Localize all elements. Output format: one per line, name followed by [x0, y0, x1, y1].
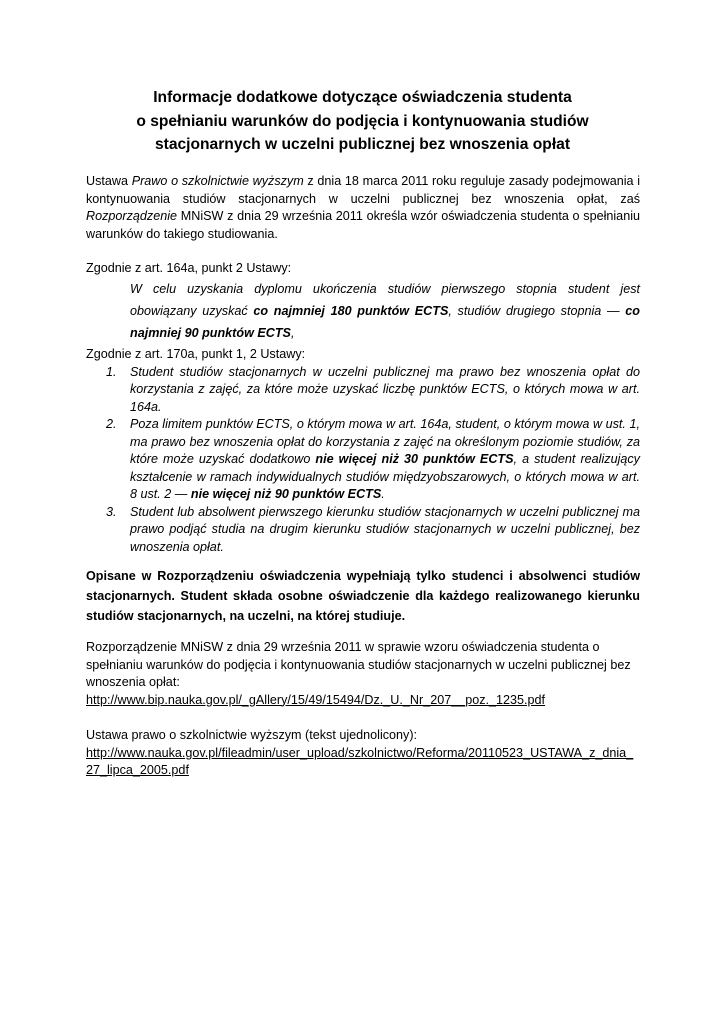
list-item: [106, 364, 640, 417]
regulation-word: Rozporządzenie: [86, 209, 178, 223]
list-number: 2.: [106, 417, 117, 431]
regulation-link[interactable]: http://www.bip.nauka.gov.pl/_gAllery/15/49/15494/Dz._U._Nr_207__poz._1235.pdf: [86, 692, 546, 707]
intro-text: z dnia 18 marca 2011 roku reguluje zasady podejmowania i kontynuowania studiów stacjonarnych w uczelni publicznej bez wnoszenia opłat, zaś: [86, 174, 640, 206]
act-reference: [86, 727, 640, 780]
art170-heading: Zgodnie z art. 170a, punkt 1, 2 Ustawy:: [86, 347, 306, 361]
list-text: Student studiów stacjonarnych w uczelni publicznej ma prawo bez wnoszenia opłat do korzystania z zajęć, za które może uzyskać liczbę punktów ECTS, o których mowa w art. 164a.: [130, 364, 640, 414]
regulation-reference-text: Rozporządzenie MNiSW z dnia 29 września 2011 w sprawie wzoru oświadczenia studenta o spełnianiu warunków do podjęcia i kontynuowania studiów stacjonarnych w uczelni publicznej bez wnoszenia opłat:: [86, 640, 631, 689]
intro-text: MNiSW z dnia 29 września 2011 określa wzór oświadczenia studenta o spełnianiu warunków do takiego studiowania.: [86, 209, 640, 241]
act-link[interactable]: http://www.nauka.gov.pl/fileadmin/user_upload/szkolnictwo/Reforma/20110523_USTAWA_z_dnia_27_lipca_2005.pdf: [86, 745, 634, 777]
title-line: o spełnianiu warunków do podjęcia i kontynuowania studiów: [136, 112, 589, 130]
list-text: .: [381, 487, 385, 501]
art170-list: [86, 364, 640, 557]
intro-paragraph: [86, 173, 640, 243]
quote-text: ,: [290, 325, 295, 340]
intro-text: Ustawa: [86, 174, 132, 188]
title-line: stacjonarnych w uczelni publicznej bez wnoszenia opłat: [154, 136, 571, 153]
quote-text: , studiów drugiego stopnia —: [448, 303, 626, 318]
art164-heading: Zgodnie z art. 164a, punkt 2 Ustawy:: [86, 261, 292, 275]
quote-emphasis: co najmniej 180 punktów ECTS: [253, 303, 449, 318]
list-text: Student lub absolwent pierwszego kierunku studiów stacjonarnych w uczelni publicznej ma prawo podjąć studia na drugim kierunku studiów stacjonarnych w uczelni publicznej, bez wnoszenia opłat.: [130, 504, 640, 554]
list-item: [106, 504, 640, 557]
bold-note: Opisane w Rozporządzeniu oświadczenia wypełniają tylko studenci i absolwenci studiów stacjonarnych. Student składa osobne oświadczenie dla każdego realizowanego kierunku studiów stacjonarnych, na uczelni, na której studiuje.: [86, 569, 640, 623]
act-reference-text: Ustawa prawo o szkolnictwie wyższym (tekst ujednolicony):: [86, 728, 418, 742]
regulation-reference: [86, 639, 640, 709]
title-line: Informacje dodatkowe dotyczące oświadczenia studenta: [153, 89, 572, 106]
art164-section: [86, 260, 640, 344]
quote-text: W celu uzyskania dyplomu ukończenia studiów pierwszego stopnia student jest obowiązany uzyskać: [130, 281, 640, 318]
quote-emphasis: co najmniej 90 punktów ECTS: [130, 303, 640, 340]
list-number: 3.: [106, 504, 117, 519]
document-title: [84, 86, 641, 157]
act-name: Prawo o szkolnictwie wyższym: [131, 174, 304, 188]
list-item: [106, 416, 640, 504]
art164-quote: [130, 278, 640, 344]
list-emphasis: nie więcej niż 30 punktów ECTS: [315, 452, 514, 466]
art170-section: [86, 346, 640, 556]
list-text: Poza limitem punktów ECTS, o którym mowa w art. 164a, student, o którym mowa w ust. 1, ma prawo bez wnoszenia opłat do korzystania z zajęć na określonym poziomie studiów, za które może uzyskać dodatkowo: [130, 417, 640, 466]
list-number: 1.: [106, 364, 117, 379]
list-emphasis: nie więcej niż 90 punktów ECTS: [190, 487, 382, 501]
list-text: , a student realizujący kształcenie w ramach indywidualnych studiów międzyobszarowych, o których mowa w art. 8 ust. 2 —: [130, 452, 640, 501]
